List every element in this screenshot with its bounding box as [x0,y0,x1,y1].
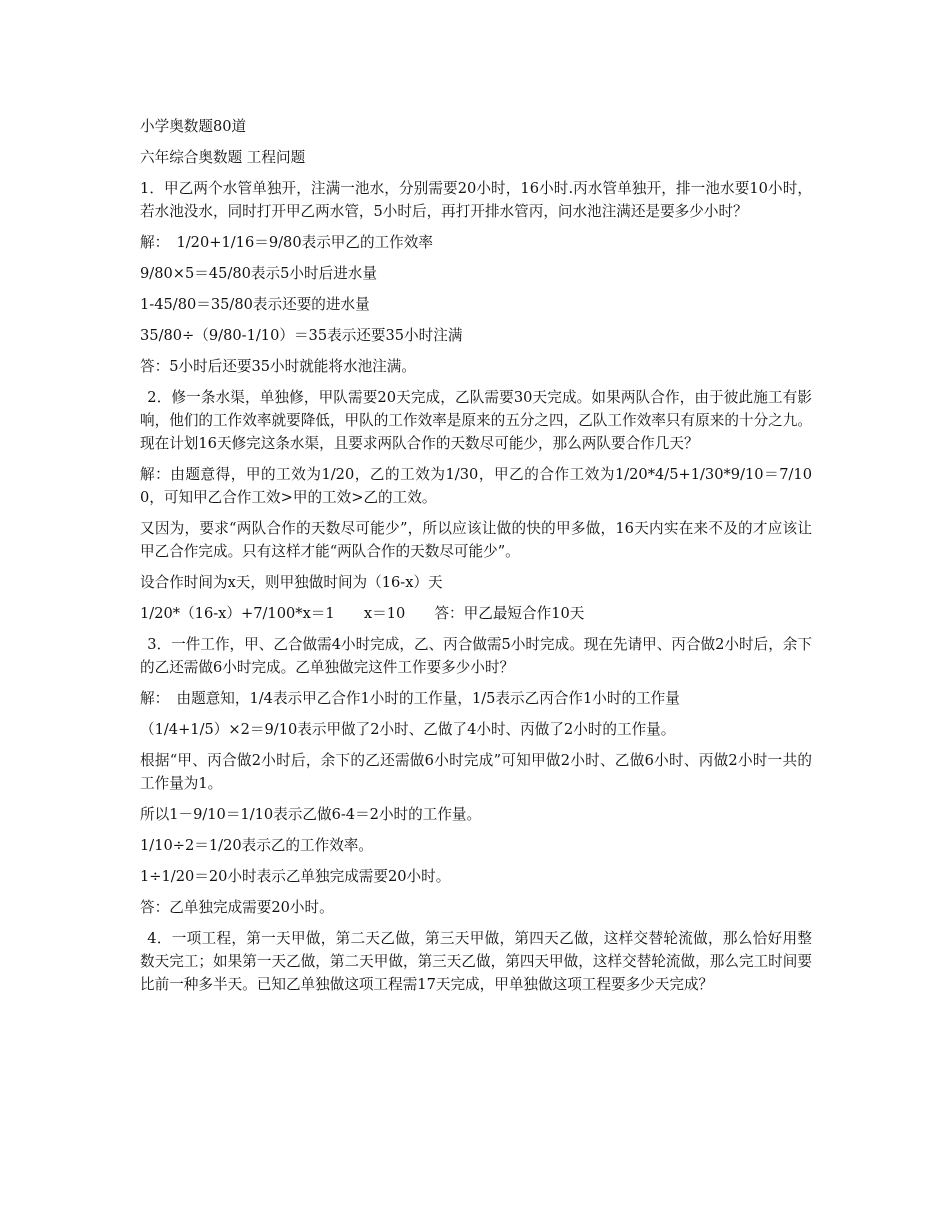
question-1: 1．甲乙两个水管单独开，注满一池水，分别需要20小时，16小时.丙水管单独开，排一池水要10小时，若水池没水，同时打开甲乙两水管，5小时后，再打开排水管丙，问水池注满还是要多少小时？ [140,180,812,220]
solution-line: 根据“甲、丙合做2小时后，余下的乙还需做6小时完成”可知甲做2小时、乙做6小时、丙做2小时一共的工作量为1。 [140,752,812,792]
document-body [140,115,812,1004]
solution-line: 解： 由题意知，1/4表示甲乙合作1小时的工作量，1/5表示乙丙合作1小时的工作量 [140,690,680,707]
solution-line: 35/80÷（9/80-1/10）＝35表示还要35小时注满 [140,327,463,344]
solution-line: 解： 1/20+1/16＝9/80表示甲乙的工作效率 [140,234,433,251]
solution-line: 1÷1/20＝20小时表示乙单独完成需要20小时。 [140,868,451,885]
document-subtitle: 六年综合奥数题 工程问题 [140,149,306,166]
question-3: 3．一件工作，甲、乙合做需4小时完成，乙、丙合做需5小时完成。现在先请甲、丙合做2小时后，余下的乙还需做6小时完成。乙单独做完这件工作要多少小时？ [140,636,812,676]
answer-line: 答：5小时后还要35小时就能将水池注满。 [140,358,416,375]
question-4: 4．一项工程，第一天甲做，第二天乙做，第三天甲做，第四天乙做，这样交替轮流做，那么恰好用整数天完工；如果第一天乙做，第二天甲做，第三天乙做，第四天甲做，这样交替轮流做，那么完工时间要比前一种多半天。已知乙单独做这项工程需17天完成，甲单独做这项工程要多少天完成？ [140,930,812,993]
question-2: 2．修一条水渠，单独修，甲队需要20天完成，乙队需要30天完成。如果两队合作，由于彼此施工有影响，他们的工作效率就要降低，甲队的工作效率是原来的五分之四，乙队工作效率只有原来的十分之九。现在计划16天修完这条水渠，且要求两队合作的天数尽可能少，那么两队要合作几天？ [140,389,812,452]
answer-line: 1/20*（16-x）+7/100*x＝1 x＝10 答：甲乙最短合作10天 [140,605,585,622]
document-title: 小学奥数题80道 [140,118,247,135]
solution-line: 又因为，要求“两队合作的天数尽可能少”，所以应该让做的快的甲多做，16天内实在来不及的才应该让甲乙合作完成。只有这样才能“两队合作的天数尽可能少”。 [140,520,812,560]
solution-line: 设合作时间为x天，则甲独做时间为（16-x）天 [140,574,443,591]
answer-line: 答：乙单独完成需要20小时。 [140,899,334,916]
solution-line: 9/80×5＝45/80表示5小时后进水量 [140,265,377,282]
solution-line: （1/4+1/5）×2＝9/10表示甲做了2小时、乙做了4小时、丙做了2小时的工作量。 [140,721,676,738]
solution-line: 解：由题意得，甲的工效为1/20，乙的工效为1/30，甲乙的合作工效为1/20*4/5+1/30*9/10＝7/100，可知甲乙合作工效>甲的工效>乙的工效。 [140,466,812,506]
solution-line: 所以1－9/10＝1/10表示乙做6-4＝2小时的工作量。 [140,806,482,823]
solution-line: 1-45/80＝35/80表示还要的进水量 [140,296,370,313]
solution-line: 1/10÷2＝1/20表示乙的工作效率。 [140,837,373,854]
